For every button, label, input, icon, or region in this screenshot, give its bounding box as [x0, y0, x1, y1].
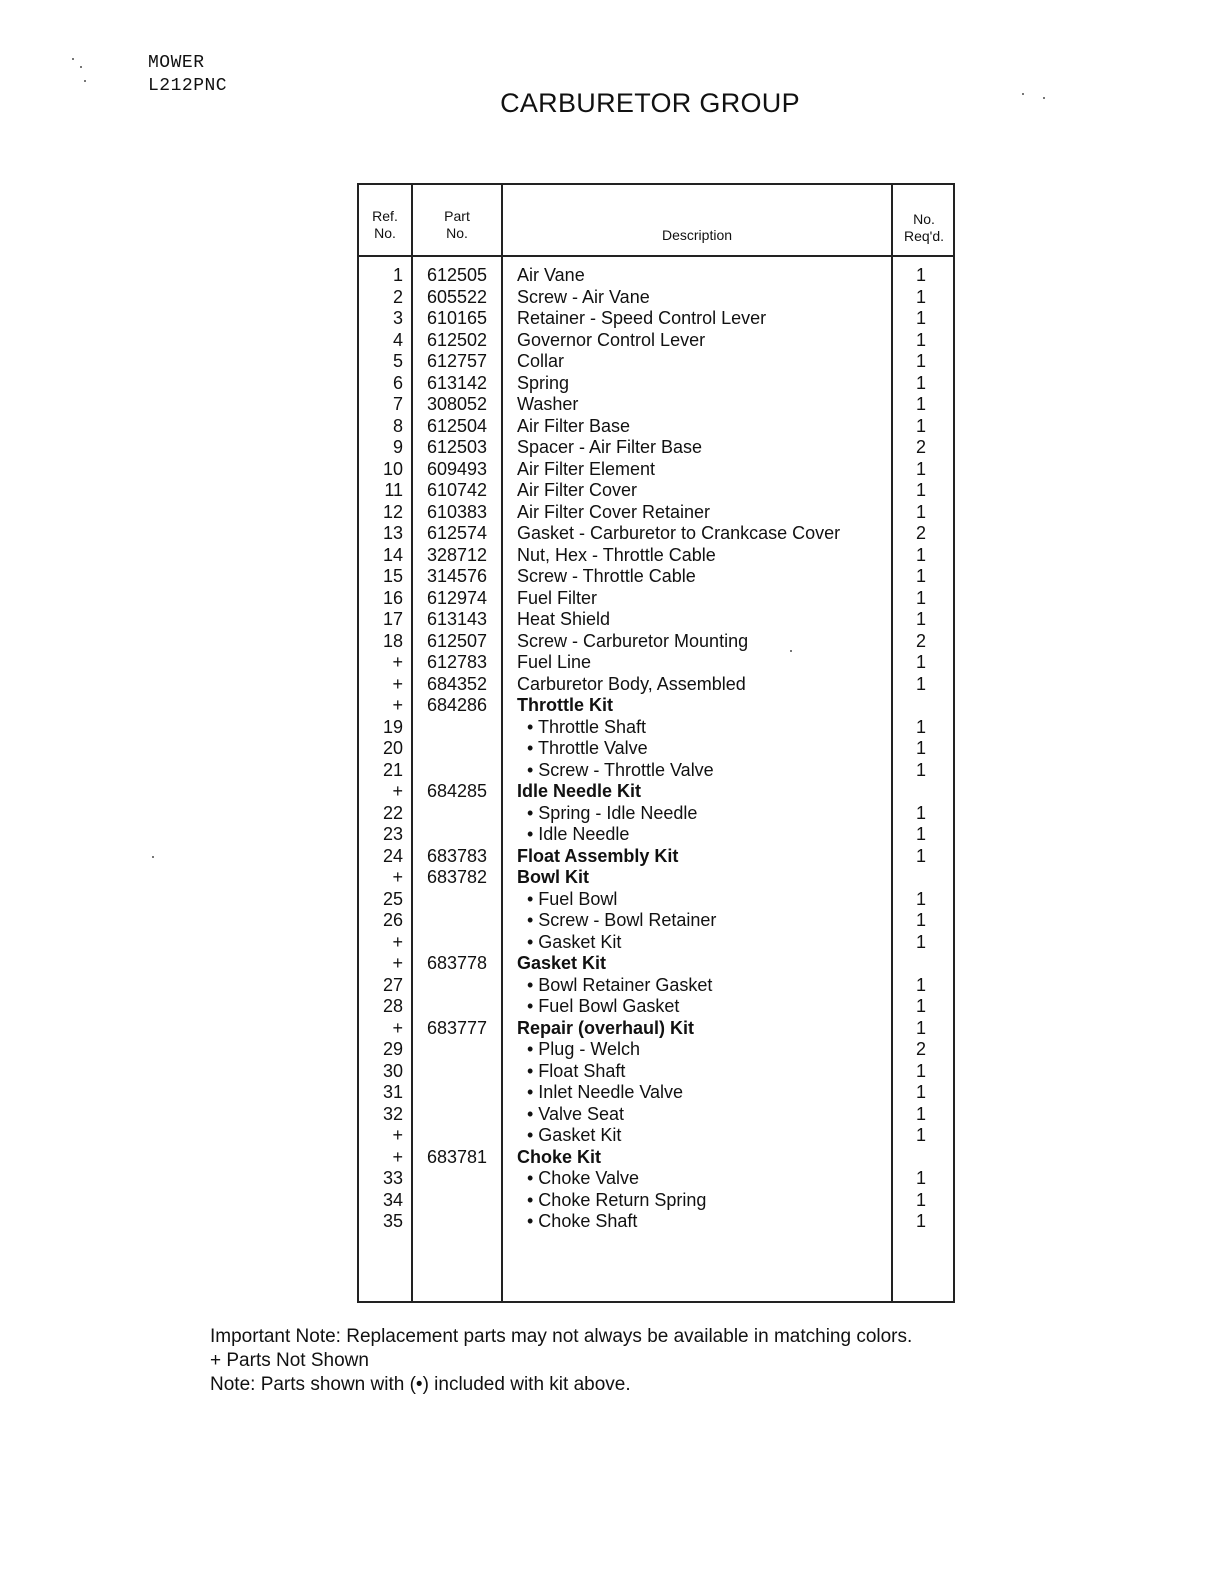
description-cell: Fuel Filter — [517, 587, 598, 608]
qty-cell: 1 — [915, 1168, 926, 1188]
table-row — [359, 523, 953, 545]
part-no-cell: 328712 — [427, 544, 488, 565]
ref-no-cell: 33 — [382, 1168, 403, 1188]
table-row — [359, 889, 953, 911]
description-cell: Air Vane — [517, 265, 585, 285]
qty-cell: 1 — [915, 1211, 926, 1231]
qty-cell: 1 — [915, 802, 926, 823]
part-no-cell: 613143 — [427, 609, 488, 629]
table-row — [359, 545, 953, 567]
qty-cell: 1 — [915, 824, 926, 844]
table-row — [359, 502, 953, 524]
table-row — [359, 1211, 953, 1233]
ref-no-cell: 14 — [382, 544, 403, 565]
qty-cell: 1 — [915, 716, 926, 737]
qty-cell: 1 — [915, 652, 926, 672]
description-cell: • Spring - Idle Needle — [527, 802, 698, 823]
ref-no-cell: 15 — [382, 566, 403, 586]
part-no-cell: 605522 — [427, 286, 488, 307]
ref-no-cell: + — [392, 781, 403, 801]
qty-cell: 1 — [915, 544, 926, 565]
description-cell: Spring — [517, 372, 570, 393]
description-cell: Float Assembly Kit — [517, 845, 679, 866]
ref-no-cell: 29 — [382, 1039, 403, 1059]
part-no-cell: 612502 — [427, 329, 488, 350]
scan-speck — [152, 856, 154, 858]
part-no-cell: 612505 — [427, 265, 488, 285]
description-cell: Fuel Line — [517, 652, 592, 672]
qty-cell: 1 — [915, 996, 926, 1016]
header-description: Description — [661, 227, 733, 243]
table-row — [359, 459, 953, 481]
ref-no-cell: + — [392, 1146, 403, 1167]
part-no-cell: 612504 — [427, 415, 488, 436]
description-cell: Collar — [517, 351, 565, 371]
model-category: MOWER — [148, 53, 205, 73]
table-row — [359, 308, 953, 330]
description-cell: • Choke Valve — [527, 1168, 640, 1188]
description-cell: • Fuel Bowl — [527, 888, 618, 909]
ref-no-cell: + — [392, 1125, 403, 1145]
ref-no-cell: + — [392, 1017, 403, 1038]
ref-no-cell: 16 — [382, 587, 403, 608]
ref-no-cell: 8 — [392, 415, 403, 436]
part-no-cell: 683777 — [427, 1017, 488, 1038]
ref-no-cell: 12 — [382, 501, 403, 522]
table-row — [359, 1190, 953, 1212]
qty-cell: 1 — [915, 480, 926, 500]
table-row — [359, 480, 953, 502]
part-no-cell: 610383 — [427, 501, 488, 522]
ref-no-cell: + — [392, 867, 403, 887]
table-row — [359, 975, 953, 997]
description-cell: • Fuel Bowl Gasket — [527, 996, 680, 1016]
description-cell: Idle Needle Kit — [517, 781, 642, 801]
qty-cell: 1 — [915, 888, 926, 909]
qty-cell: 1 — [915, 394, 926, 414]
scan-speck — [72, 58, 74, 60]
ref-no-cell: 30 — [382, 1060, 403, 1081]
description-cell: • Idle Needle — [527, 824, 630, 844]
ref-no-cell: 7 — [392, 394, 403, 414]
ref-no-cell: 32 — [382, 1103, 403, 1124]
ref-no-cell: 26 — [382, 910, 403, 930]
ref-no-cell: 31 — [382, 1082, 403, 1102]
description-cell: Carburetor Body, Assembled — [517, 673, 746, 694]
ref-no-cell: 18 — [382, 630, 403, 651]
table-row — [359, 1018, 953, 1040]
table-row — [359, 996, 953, 1018]
important-note: Important Note: Replacement parts may not always be available in matching colors. — [210, 1326, 913, 1347]
ref-no-cell: 24 — [382, 845, 403, 866]
description-cell: Washer — [517, 394, 579, 414]
description-cell: Screw - Throttle Cable — [517, 566, 696, 586]
table-row — [359, 781, 953, 803]
part-no-cell: 612783 — [427, 652, 488, 672]
ref-no-cell: 27 — [382, 974, 403, 995]
description-cell: • Choke Shaft — [527, 1211, 638, 1231]
part-no-cell: 610165 — [427, 308, 488, 328]
parts-rows — [359, 265, 953, 1233]
qty-cell: 1 — [915, 1125, 926, 1145]
part-no-cell: 612574 — [427, 523, 488, 543]
ref-no-cell: 22 — [382, 802, 403, 823]
header-divider — [359, 255, 953, 257]
table-row — [359, 867, 953, 889]
table-row — [359, 1039, 953, 1061]
ref-no-cell: 5 — [392, 351, 403, 371]
qty-cell: 1 — [915, 286, 926, 307]
description-cell: • Screw - Bowl Retainer — [527, 910, 717, 930]
part-no-cell: 609493 — [427, 458, 488, 479]
table-row — [359, 1104, 953, 1126]
qty-cell: 1 — [915, 587, 926, 608]
table-row — [359, 416, 953, 438]
description-cell: • Bowl Retainer Gasket — [527, 974, 713, 995]
table-row — [359, 824, 953, 846]
description-cell: • Gasket Kit — [527, 1125, 622, 1145]
qty-cell: 2 — [915, 1039, 926, 1059]
ref-no-cell: 34 — [382, 1189, 403, 1210]
description-cell: • Throttle Shaft — [527, 716, 647, 737]
table-row — [359, 717, 953, 739]
qty-cell: 1 — [915, 308, 926, 328]
qty-cell: 1 — [915, 329, 926, 350]
ref-no-cell: 23 — [382, 824, 403, 844]
part-no-cell: 684352 — [427, 673, 488, 694]
table-row — [359, 631, 953, 653]
scan-speck — [790, 650, 792, 652]
qty-cell: 1 — [915, 1060, 926, 1081]
qty-cell: 2 — [915, 630, 926, 651]
description-cell: Governor Control Lever — [517, 329, 706, 350]
ref-no-cell: 20 — [382, 738, 403, 758]
description-cell: Retainer - Speed Control Lever — [517, 308, 767, 328]
table-row — [359, 287, 953, 309]
part-no-cell: 683782 — [427, 867, 488, 887]
table-row — [359, 609, 953, 631]
qty-cell: 1 — [915, 415, 926, 436]
qty-cell: 1 — [915, 931, 926, 952]
description-cell: Air Filter Cover — [517, 480, 638, 500]
description-cell: • Plug - Welch — [527, 1039, 641, 1059]
ref-no-cell: 28 — [382, 996, 403, 1016]
qty-cell: 1 — [915, 673, 926, 694]
table-row — [359, 1168, 953, 1190]
ref-no-cell: 9 — [392, 437, 403, 457]
description-cell: • Float Shaft — [527, 1060, 626, 1081]
qty-cell: 2 — [915, 437, 926, 457]
ref-no-cell: 35 — [382, 1211, 403, 1231]
table-row — [359, 695, 953, 717]
qty-cell: 1 — [915, 1017, 926, 1038]
description-cell: Screw - Air Vane — [517, 286, 650, 307]
part-no-cell: 683778 — [427, 953, 488, 973]
scan-speck — [84, 80, 86, 82]
description-cell: • Gasket Kit — [527, 931, 622, 952]
ref-no-cell: 4 — [392, 329, 403, 350]
part-no-cell: 684286 — [427, 695, 488, 715]
table-row — [359, 373, 953, 395]
description-cell: • Inlet Needle Valve — [527, 1082, 684, 1102]
description-cell: • Valve Seat — [527, 1103, 625, 1124]
part-no-cell: 612757 — [427, 351, 488, 371]
description-cell: Gasket - Carburetor to Crankcase Cover — [517, 523, 841, 543]
table-row — [359, 932, 953, 954]
table-row — [359, 674, 953, 696]
description-cell: Throttle Kit — [517, 695, 613, 715]
table-row — [359, 953, 953, 975]
ref-no-cell: 19 — [382, 716, 403, 737]
part-no-cell: 612507 — [427, 630, 488, 651]
ref-no-cell: 3 — [392, 308, 403, 328]
table-row — [359, 1125, 953, 1147]
ref-no-cell: 2 — [392, 286, 403, 307]
qty-cell: 1 — [915, 910, 926, 930]
description-cell: Air Filter Base — [517, 415, 631, 436]
part-no-cell: 683781 — [427, 1146, 488, 1167]
qty-cell: 1 — [915, 609, 926, 629]
scan-speck — [1043, 97, 1045, 99]
qty-cell: 1 — [915, 1103, 926, 1124]
table-row — [359, 760, 953, 782]
description-cell: Repair (overhaul) Kit — [517, 1017, 695, 1038]
qty-cell: 1 — [915, 265, 926, 285]
ref-no-cell: 13 — [382, 523, 403, 543]
description-cell: Nut, Hex - Throttle Cable — [517, 544, 716, 565]
part-no-cell: 308052 — [427, 394, 488, 414]
description-cell: Bowl Kit — [517, 867, 589, 887]
qty-cell: 1 — [915, 566, 926, 586]
table-row — [359, 652, 953, 674]
table-row — [359, 566, 953, 588]
header-part-no: Part No. — [444, 208, 470, 241]
qty-cell: 1 — [915, 738, 926, 758]
qty-cell: 1 — [915, 501, 926, 522]
table-row — [359, 738, 953, 760]
ref-no-cell: + — [392, 931, 403, 952]
table-row — [359, 394, 953, 416]
ref-no-cell: 6 — [392, 372, 403, 393]
page-title: CARBURETOR GROUP — [500, 88, 800, 118]
parts-table — [357, 183, 955, 1303]
table-row — [359, 1061, 953, 1083]
notes — [210, 1325, 912, 1397]
ref-no-cell: + — [392, 953, 403, 973]
qty-cell: 2 — [915, 523, 926, 543]
qty-cell: 1 — [915, 974, 926, 995]
ref-no-cell: 17 — [382, 609, 403, 629]
ref-no-cell: + — [392, 695, 403, 715]
table-row — [359, 351, 953, 373]
description-cell: Gasket Kit — [517, 953, 607, 973]
description-cell: • Throttle Valve — [527, 738, 648, 758]
description-cell: • Choke Return Spring — [527, 1189, 707, 1210]
header-qty-required: No. Req'd. — [903, 211, 945, 244]
part-no-cell: 314576 — [427, 566, 488, 586]
kit-note: Note: Parts shown with (•) included with kit above. — [210, 1374, 631, 1395]
ref-no-cell: + — [392, 673, 403, 694]
part-no-cell: 684285 — [427, 781, 488, 801]
part-no-cell: 683783 — [427, 845, 488, 866]
table-row — [359, 265, 953, 287]
table-row — [359, 910, 953, 932]
part-no-cell: 610742 — [427, 480, 488, 500]
description-cell: Choke Kit — [517, 1146, 602, 1167]
header-ref-no: Ref. No. — [372, 208, 398, 241]
ref-no-cell: 1 — [392, 265, 403, 285]
table-row — [359, 803, 953, 825]
table-row — [359, 437, 953, 459]
ref-no-cell: 11 — [384, 480, 403, 500]
qty-cell: 1 — [915, 458, 926, 479]
table-row — [359, 330, 953, 352]
qty-cell: 1 — [915, 372, 926, 393]
ref-no-cell: + — [392, 652, 403, 672]
description-cell: Air Filter Element — [517, 458, 656, 479]
table-row — [359, 846, 953, 868]
table-row — [359, 588, 953, 610]
ref-no-cell: 10 — [382, 458, 403, 479]
description-cell: Spacer - Air Filter Base — [517, 437, 703, 457]
qty-cell: 1 — [915, 1189, 926, 1210]
ref-no-cell: 21 — [382, 759, 403, 780]
table-row — [359, 1147, 953, 1169]
description-cell: Air Filter Cover Retainer — [517, 501, 711, 522]
scan-speck — [1022, 93, 1024, 95]
parts-not-shown-note: + Parts Not Shown — [210, 1350, 369, 1371]
part-no-cell: 612974 — [427, 587, 488, 608]
part-no-cell: 613142 — [427, 372, 488, 393]
qty-cell: 1 — [915, 759, 926, 780]
scan-speck — [80, 66, 82, 68]
ref-no-cell: 25 — [382, 888, 403, 909]
part-no-cell: 612503 — [427, 437, 488, 457]
model-number: L212PNC — [148, 76, 228, 96]
qty-cell: 1 — [915, 1082, 926, 1102]
description-cell: Heat Shield — [517, 609, 611, 629]
description-cell: • Screw - Throttle Valve — [527, 759, 714, 780]
qty-cell: 1 — [915, 351, 926, 371]
description-cell: Screw - Carburetor Mounting — [517, 630, 749, 651]
table-row — [359, 1082, 953, 1104]
qty-cell: 1 — [915, 845, 926, 866]
